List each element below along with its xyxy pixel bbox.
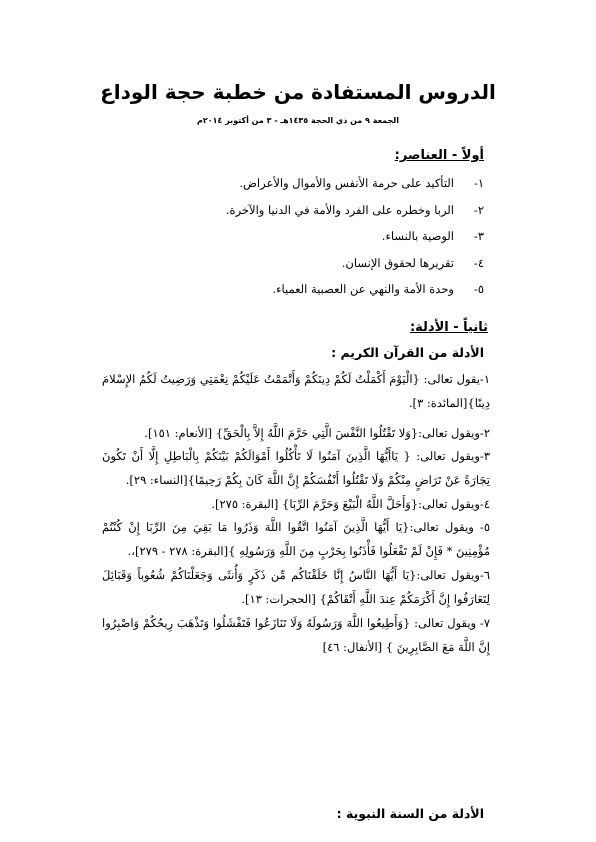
item-text: تقريرها لحقوق الإنسان. [341, 255, 454, 270]
evidence-paragraph: ٢-ويقول تعالى:{وَلا تَقْتُلُوا النَّفْسَ الَّتِي حَرَّمَ اللَّهُ إِلاَّ بِالْحَقِّ} [الأنعام: ١٥١]. [144, 426, 490, 440]
item-text: التأكيد على حرمة الأنفس والأموال والأعراض. [239, 176, 454, 190]
item-number: ٣- [473, 229, 484, 243]
sunnah-evidence-heading: الأدلة من السنة النبوية : [336, 806, 484, 821]
item-number: ١- [473, 176, 484, 190]
list-item [104, 197, 484, 224]
list-item [104, 250, 484, 277]
item-text: الوصية بالنساء. [381, 229, 454, 243]
list-item [104, 170, 484, 197]
date-line: الجمعة ٩ من ذي الحجة ١٤٣٥هـ - ٣ من أكتوبر ٢٠١٤م [197, 116, 399, 125]
item-number: ٢- [473, 202, 484, 217]
evidence-paragraph: ٧- ويقول تعالى: {وَأَطِيعُوا اللَّهَ وَرَسُولَهُ وَلَا تَنَازَعُوا فَتَفْشَلُوا وَتَذْهَبَ رِيحُكُمْ وَاصْبِرُوا إِنَّ اللَّهَ مَعَ الصَّابِرِينَ } [الأنفال: ٤٦] [102, 616, 490, 654]
section-heading-evidence: ثانياً - الأدلة: [409, 320, 488, 335]
evidence-paragraph: ٤-ويقول تعالى:{وَأَحَلَّ اللَّهُ الْبَيْعَ وَحَرَّمَ الرِّبَا} [البقرة: ٢٧٥]. [211, 497, 490, 511]
item-text: وحدة الأمة والنهي عن العصبية العمياء. [272, 282, 454, 296]
item-number: ٥- [473, 282, 484, 296]
section-heading-elements: أولاً - العناصر: [394, 148, 484, 163]
evidence-paragraph: ٥- ويقول تعالى:{يَا أَيُّهَا الَّذِينَ آمَنُوا اتَّقُوا اللَّهَ وَذَرُوا مَا بَقِيَ مِنَ الرِّبَا إِنْ كُنْتُمْ مُؤْمِنِينَ * فَإِنْ لَمْ تَفْعَلُوا فَأْذَنُوا بِحَرْبٍ مِنَ اللَّهِ وَرَسُولِهِ }[البقرة: ٢٧٨ - ٢٧٩]،. [102, 520, 490, 558]
evidence-paragraph: ٣-ويقول تعالى: { يَاأَيُّهَا الَّذِينَ آمَنُوا لَا تَأْكُلُوا أَمْوَالَكُمْ بَيْنَكُمْ بِالْبَاطِلِ إِلَّا أَنْ تَكُونَ تِجَارَةً عَنْ تَرَاضٍ مِنْكُمْ وَلَا تَقْتُلُوا أَنْفُسَكُمْ إِنَّ اللَّهَ كَانَ بِكُمْ رَحِيمًا}[النساء: ٢٩]. [102, 449, 490, 487]
item-text: الربا وخطره على الفرد والأمة في الدنيا والآخرة. [225, 202, 454, 217]
item-number: ٤- [473, 255, 484, 270]
list-item [104, 223, 484, 250]
page-title: الدروس المستفادة من خطبة حجة الوداع [100, 80, 496, 104]
list-item [104, 276, 484, 303]
evidence-paragraph: ١-يقول تعالى: {الْيَوْمَ أَكْمَلْتُ لَكُمْ دِينَكُمْ وَأَتْمَمْتُ عَلَيْكُمْ نِعْمَتِي وَرَضِيتُ لَكُمُ الإِسْلامَ دِينًا}[المائدة: ٣]. [102, 372, 490, 410]
elements-list [104, 170, 484, 303]
evidence-paragraph: ٦-ويقول تعالى:{يَا أَيُّهَا النَّاسُ إِنَّا خَلَقْنَاكُم مِّن ذَكَرٍ وَأُنثَى وَجَعَلْنَاكُمْ شُعُوباً وَقَبَائِلَ لِتَعَارَفُوا إِنَّ أَكْرَمَكُمْ عِندَ اللَّهِ أَتْقَاكُمْ} [الحجرات: ١٣]. [102, 568, 490, 606]
quran-evidence-heading: الأدلة من القرآن الكريم : [331, 345, 484, 360]
